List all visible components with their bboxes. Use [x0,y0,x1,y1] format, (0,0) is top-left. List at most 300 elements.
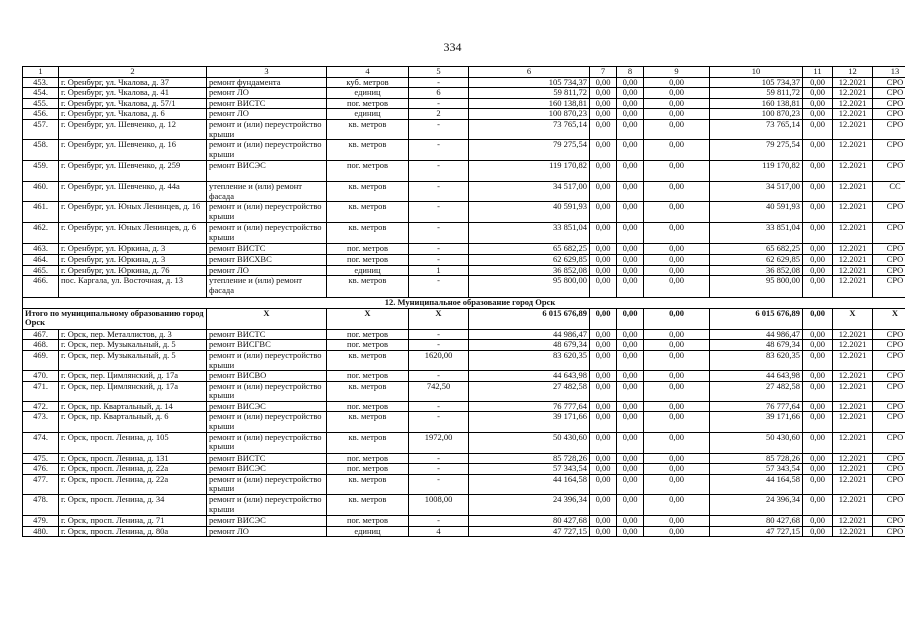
unit-cell: пог. метров [327,340,409,351]
funding-cell: 0,00 [617,265,644,276]
funding-cell: 0,00 [617,412,644,432]
deadline-cell: 12.2021 [833,140,873,161]
quantity-cell: - [409,223,469,244]
unit-cell: куб. метров [327,77,409,88]
funding-cell: 0,00 [590,412,617,432]
address-cell: г. Орск, просп. Ленина, д. 105 [59,432,207,453]
deadline-cell: 12.2021 [833,98,873,109]
quantity-cell: 1620,00 [409,350,469,370]
total-cost-cell: 44 986,47 [710,329,803,340]
cost-cell: 33 851,04 [469,223,590,244]
funding-cell: 0,00 [590,350,617,370]
work-type-cell: ремонт ВИСЭС [207,464,327,475]
unit-cell: пог. метров [327,464,409,475]
total-cost-cell: 65 682,25 [710,244,803,255]
funding-cell: 0,00 [617,182,644,202]
funding-cell: 0,00 [803,516,833,527]
unit-cell: кв. метров [327,276,409,298]
cost-cell: 73 765,14 [469,119,590,139]
address-cell: г. Оренбург, ул. Шевченко, д. 259 [59,161,207,182]
work-type-cell: ремонт ЛО [207,265,327,276]
row-number: 467. [23,329,59,340]
cost-cell: 119 170,82 [469,161,590,182]
table-row [23,401,905,412]
unit-cell: кв. метров [327,412,409,432]
table-row [23,371,905,382]
funding-cell: 0,00 [803,401,833,412]
total-cost-cell: 44 643,98 [710,371,803,382]
funding-cell: 0,00 [803,526,833,537]
funding-cell: 0,00 [803,119,833,139]
row-number: 455. [23,98,59,109]
funding-cell: 0,00 [803,140,833,161]
total-cost-cell: 48 679,34 [710,340,803,351]
column-number: 3 [207,67,327,78]
funding-cell: 0,00 [644,350,710,370]
total-label-cell: Итого по муниципальному образованию город Орск [23,308,207,329]
funding-cell: 0,00 [590,182,617,202]
row-number: 476. [23,464,59,475]
row-number: 453. [23,77,59,88]
funding-cell: 0,00 [644,77,710,88]
cost-cell: 83 620,35 [469,350,590,370]
funding-cell: 0,00 [644,371,710,382]
total-cost-cell: 83 620,35 [710,350,803,370]
unit-cell: кв. метров [327,495,409,516]
funding-cell: 0,00 [590,109,617,120]
cost-cell: 50 430,60 [469,432,590,453]
funding-cell: 0,00 [644,244,710,255]
quantity-cell: - [409,340,469,351]
table-row [23,223,905,244]
total-cost-cell: 62 629,85 [710,254,803,265]
unit-cell: кв. метров [327,140,409,161]
section-header-row [23,298,905,309]
total-x-cell: X [207,308,327,329]
funding-cell: 0,00 [590,329,617,340]
unit-cell: кв. метров [327,223,409,244]
funding-cell: 0,00 [803,340,833,351]
table-row [23,350,905,370]
funding-cell: 0,00 [590,77,617,88]
financing-source-cell: СС [873,182,905,202]
address-cell: г. Орск, просп. Ленина, д. 80а [59,526,207,537]
section-title: 12. Муниципальное образование город Орск [23,298,905,309]
funding-cell: 0,00 [644,516,710,527]
row-number: 454. [23,88,59,99]
total-funding-cell: 0,00 [803,308,833,329]
financing-source-cell: СРО [873,254,905,265]
address-cell: пос. Каргала, ул. Восточная, д. 13 [59,276,207,298]
column-number: 10 [710,67,803,78]
row-number: 474. [23,432,59,453]
address-cell: г. Оренбург, ул. Чкалова, д. 41 [59,88,207,99]
address-cell: г. Оренбург, ул. Юркина, д. 3 [59,254,207,265]
funding-cell: 0,00 [590,140,617,161]
address-cell: г. Оренбург, ул. Чкалова, д. 6 [59,109,207,120]
row-number: 465. [23,265,59,276]
cost-cell: 65 682,25 [469,244,590,255]
funding-cell: 0,00 [617,350,644,370]
funding-cell: 0,00 [590,474,617,494]
funding-cell: 0,00 [803,244,833,255]
total-cost-cell: 85 728,26 [710,453,803,464]
deadline-cell: 12.2021 [833,276,873,298]
quantity-cell: 6 [409,88,469,99]
total-x-cell: X [327,308,409,329]
quantity-cell: - [409,401,469,412]
funding-cell: 0,00 [617,340,644,351]
financing-source-cell: СРО [873,526,905,537]
quantity-cell: 1 [409,265,469,276]
funding-cell: 0,00 [644,88,710,99]
column-number: 9 [644,67,710,78]
funding-cell: 0,00 [590,223,617,244]
funding-cell: 0,00 [617,464,644,475]
funding-cell: 0,00 [590,276,617,298]
work-type-cell: ремонт ВИСЭС [207,516,327,527]
quantity-cell: - [409,77,469,88]
funding-cell: 0,00 [617,432,644,453]
total-cost-cell: 59 811,72 [710,88,803,99]
row-number: 471. [23,381,59,401]
funding-cell: 0,00 [617,77,644,88]
deadline-cell: 12.2021 [833,202,873,223]
deadline-cell: 12.2021 [833,516,873,527]
table-row [23,202,905,223]
funding-cell: 0,00 [644,276,710,298]
financing-source-cell: СРО [873,244,905,255]
deadline-cell: 12.2021 [833,254,873,265]
funding-cell: 0,00 [644,474,710,494]
quantity-cell: - [409,516,469,527]
total-x-cell: X [873,308,905,329]
funding-cell: 0,00 [617,495,644,516]
address-cell: г. Орск, пр. Квартальный, д. 6 [59,412,207,432]
column-number: 2 [59,67,207,78]
cost-cell: 57 343,54 [469,464,590,475]
deadline-cell: 12.2021 [833,412,873,432]
total-funding-cell: 0,00 [644,308,710,329]
total-x-cell: X [409,308,469,329]
funding-cell: 0,00 [644,223,710,244]
funding-cell: 0,00 [590,516,617,527]
row-number: 480. [23,526,59,537]
funding-cell: 0,00 [803,88,833,99]
deadline-cell: 12.2021 [833,119,873,139]
total-row [23,308,905,329]
funding-cell: 0,00 [803,350,833,370]
table-row [23,119,905,139]
work-type-cell: ремонт ВИСТС [207,329,327,340]
column-number: 1 [23,67,59,78]
funding-cell: 0,00 [590,254,617,265]
total-cost-cell: 24 396,34 [710,495,803,516]
deadline-cell: 12.2021 [833,223,873,244]
funding-cell: 0,00 [617,223,644,244]
cost-cell: 80 427,68 [469,516,590,527]
unit-cell: пог. метров [327,98,409,109]
deadline-cell: 12.2021 [833,88,873,99]
quantity-cell: - [409,412,469,432]
work-type-cell: ремонт и (или) переустройство крыши [207,495,327,516]
financing-source-cell: СРО [873,329,905,340]
address-cell: г. Орск, просп. Ленина, д. 22а [59,464,207,475]
table-row [23,77,905,88]
quantity-cell: - [409,119,469,139]
table-row [23,474,905,494]
total-cost-cell: 160 138,81 [710,98,803,109]
work-type-cell: ремонт ВИСЭС [207,401,327,412]
address-cell: г. Оренбург, ул. Юркина, д. 76 [59,265,207,276]
funding-cell: 0,00 [644,329,710,340]
deadline-cell: 12.2021 [833,350,873,370]
address-cell: г. Оренбург, ул. Чкалова, д. 57/1 [59,98,207,109]
funding-cell: 0,00 [803,464,833,475]
table-row [23,432,905,453]
cost-cell: 79 275,54 [469,140,590,161]
total-cost-cell: 39 171,66 [710,412,803,432]
unit-cell: пог. метров [327,254,409,265]
total-cost-cell: 79 275,54 [710,140,803,161]
financing-source-cell: СРО [873,453,905,464]
financing-source-cell: СРО [873,161,905,182]
table-row [23,182,905,202]
funding-cell: 0,00 [803,161,833,182]
financing-source-cell: СРО [873,371,905,382]
total-cost-cell: 105 734,37 [710,77,803,88]
total-cost-cell: 36 852,08 [710,265,803,276]
unit-cell: пог. метров [327,161,409,182]
work-type-cell: ремонт фундамента [207,77,327,88]
funding-cell: 0,00 [803,202,833,223]
address-cell: г. Орск, пр. Квартальный, д. 14 [59,401,207,412]
address-cell: г. Орск, просп. Ленина, д. 131 [59,453,207,464]
cost-cell: 62 629,85 [469,254,590,265]
table-row [23,98,905,109]
quantity-cell: - [409,464,469,475]
unit-cell: кв. метров [327,119,409,139]
cost-cell: 76 777,64 [469,401,590,412]
cost-cell: 47 727,15 [469,526,590,537]
row-number: 472. [23,401,59,412]
funding-cell: 0,00 [617,140,644,161]
funding-cell: 0,00 [644,464,710,475]
quantity-cell: - [409,140,469,161]
cost-cell: 100 870,23 [469,109,590,120]
total-cost-cell: 47 727,15 [710,526,803,537]
repair-register-table [22,66,905,537]
table-row [23,88,905,99]
work-type-cell: ремонт и (или) переустройство крыши [207,350,327,370]
row-number: 466. [23,276,59,298]
column-number-row [23,67,905,78]
table-row [23,109,905,120]
funding-cell: 0,00 [644,98,710,109]
address-cell: г. Оренбург, ул. Юркина, д. 3 [59,244,207,255]
table-row [23,453,905,464]
cost-cell: 95 800,00 [469,276,590,298]
table-row [23,329,905,340]
column-number: 11 [803,67,833,78]
funding-cell: 0,00 [644,254,710,265]
work-type-cell: ремонт и (или) переустройство крыши [207,140,327,161]
table-row [23,381,905,401]
quantity-cell: - [409,98,469,109]
funding-cell: 0,00 [644,401,710,412]
total-cost-cell: 33 851,04 [710,223,803,244]
deadline-cell: 12.2021 [833,401,873,412]
row-number: 464. [23,254,59,265]
cost-cell: 40 591,93 [469,202,590,223]
column-number: 7 [590,67,617,78]
funding-cell: 0,00 [590,265,617,276]
total-funding-cell: 0,00 [590,308,617,329]
work-type-cell: утепление и (или) ремонт фасада [207,182,327,202]
quantity-cell: - [409,182,469,202]
table-row [23,254,905,265]
funding-cell: 0,00 [617,98,644,109]
row-number: 462. [23,223,59,244]
financing-source-cell: СРО [873,202,905,223]
address-cell: г. Орск, просп. Ленина, д. 22а [59,474,207,494]
work-type-cell: утепление и (или) ремонт фасада [207,276,327,298]
total-x-cell: X [833,308,873,329]
funding-cell: 0,00 [590,495,617,516]
deadline-cell: 12.2021 [833,381,873,401]
address-cell: г. Орск, просп. Ленина, д. 34 [59,495,207,516]
row-number: 461. [23,202,59,223]
work-type-cell: ремонт ВИСТС [207,244,327,255]
work-type-cell: ремонт ВИСХВС [207,254,327,265]
deadline-cell: 12.2021 [833,453,873,464]
cost-cell: 59 811,72 [469,88,590,99]
financing-source-cell: СРО [873,340,905,351]
financing-source-cell: СРО [873,119,905,139]
address-cell: г. Орск, пер. Музыкальный, д. 5 [59,350,207,370]
quantity-cell: - [409,161,469,182]
unit-cell: кв. метров [327,182,409,202]
financing-source-cell: СРО [873,223,905,244]
work-type-cell: ремонт и (или) переустройство крыши [207,119,327,139]
funding-cell: 0,00 [590,88,617,99]
funding-cell: 0,00 [590,202,617,223]
quantity-cell: - [409,276,469,298]
quantity-cell: - [409,202,469,223]
quantity-cell: - [409,244,469,255]
financing-source-cell: СРО [873,140,905,161]
funding-cell: 0,00 [617,371,644,382]
unit-cell: кв. метров [327,474,409,494]
quantity-cell: - [409,453,469,464]
unit-cell: пог. метров [327,371,409,382]
total-cost-cell: 80 427,68 [710,516,803,527]
address-cell: г. Оренбург, ул. Шевченко, д. 12 [59,119,207,139]
funding-cell: 0,00 [617,109,644,120]
financing-source-cell: СРО [873,516,905,527]
funding-cell: 0,00 [644,119,710,139]
financing-source-cell: СРО [873,88,905,99]
cost-cell: 39 171,66 [469,412,590,432]
funding-cell: 0,00 [617,276,644,298]
funding-cell: 0,00 [590,371,617,382]
total-cost-cell: 57 343,54 [710,464,803,475]
unit-cell: единиц [327,109,409,120]
funding-cell: 0,00 [617,516,644,527]
row-number: 470. [23,371,59,382]
cost-cell: 48 679,34 [469,340,590,351]
address-cell: г. Оренбург, ул. Чкалова, д. 37 [59,77,207,88]
address-cell: г. Оренбург, ул. Юных Ленинцев, д. 16 [59,202,207,223]
financing-source-cell: СРО [873,432,905,453]
deadline-cell: 12.2021 [833,329,873,340]
funding-cell: 0,00 [590,453,617,464]
table-row [23,244,905,255]
financing-source-cell: СРО [873,401,905,412]
quantity-cell: - [409,474,469,494]
funding-cell: 0,00 [590,526,617,537]
financing-source-cell: СРО [873,276,905,298]
financing-source-cell: СРО [873,474,905,494]
work-type-cell: ремонт ВИСВО [207,371,327,382]
unit-cell: единиц [327,526,409,537]
funding-cell: 0,00 [803,77,833,88]
funding-cell: 0,00 [803,495,833,516]
cost-cell: 160 138,81 [469,98,590,109]
work-type-cell: ремонт ВИСТС [207,453,327,464]
funding-cell: 0,00 [803,254,833,265]
address-cell: г. Орск, пер. Металлистов, д. 3 [59,329,207,340]
unit-cell: единиц [327,265,409,276]
financing-source-cell: СРО [873,265,905,276]
funding-cell: 0,00 [644,140,710,161]
funding-cell: 0,00 [617,202,644,223]
table-row [23,464,905,475]
unit-cell: кв. метров [327,202,409,223]
cost-cell: 36 852,08 [469,265,590,276]
work-type-cell: ремонт и (или) переустройство крыши [207,223,327,244]
cost-cell: 24 396,34 [469,495,590,516]
funding-cell: 0,00 [617,453,644,464]
total-sum-cell: 6 015 676,89 [710,308,803,329]
unit-cell: кв. метров [327,350,409,370]
row-number: 478. [23,495,59,516]
column-number: 6 [469,67,590,78]
table-row [23,495,905,516]
funding-cell: 0,00 [803,381,833,401]
financing-source-cell: СРО [873,98,905,109]
row-number: 459. [23,161,59,182]
financing-source-cell: СРО [873,109,905,120]
deadline-cell: 12.2021 [833,77,873,88]
financing-source-cell: СРО [873,412,905,432]
funding-cell: 0,00 [803,265,833,276]
column-number: 8 [617,67,644,78]
unit-cell: пог. метров [327,401,409,412]
funding-cell: 0,00 [803,432,833,453]
table-row [23,276,905,298]
row-number: 475. [23,453,59,464]
funding-cell: 0,00 [617,244,644,255]
row-number: 463. [23,244,59,255]
cost-cell: 27 482,58 [469,381,590,401]
total-cost-cell: 119 170,82 [710,161,803,182]
work-type-cell: ремонт и (или) переустройство крыши [207,474,327,494]
work-type-cell: ремонт и (или) переустройство крыши [207,432,327,453]
unit-cell: пог. метров [327,453,409,464]
quantity-cell: 2 [409,109,469,120]
funding-cell: 0,00 [617,254,644,265]
